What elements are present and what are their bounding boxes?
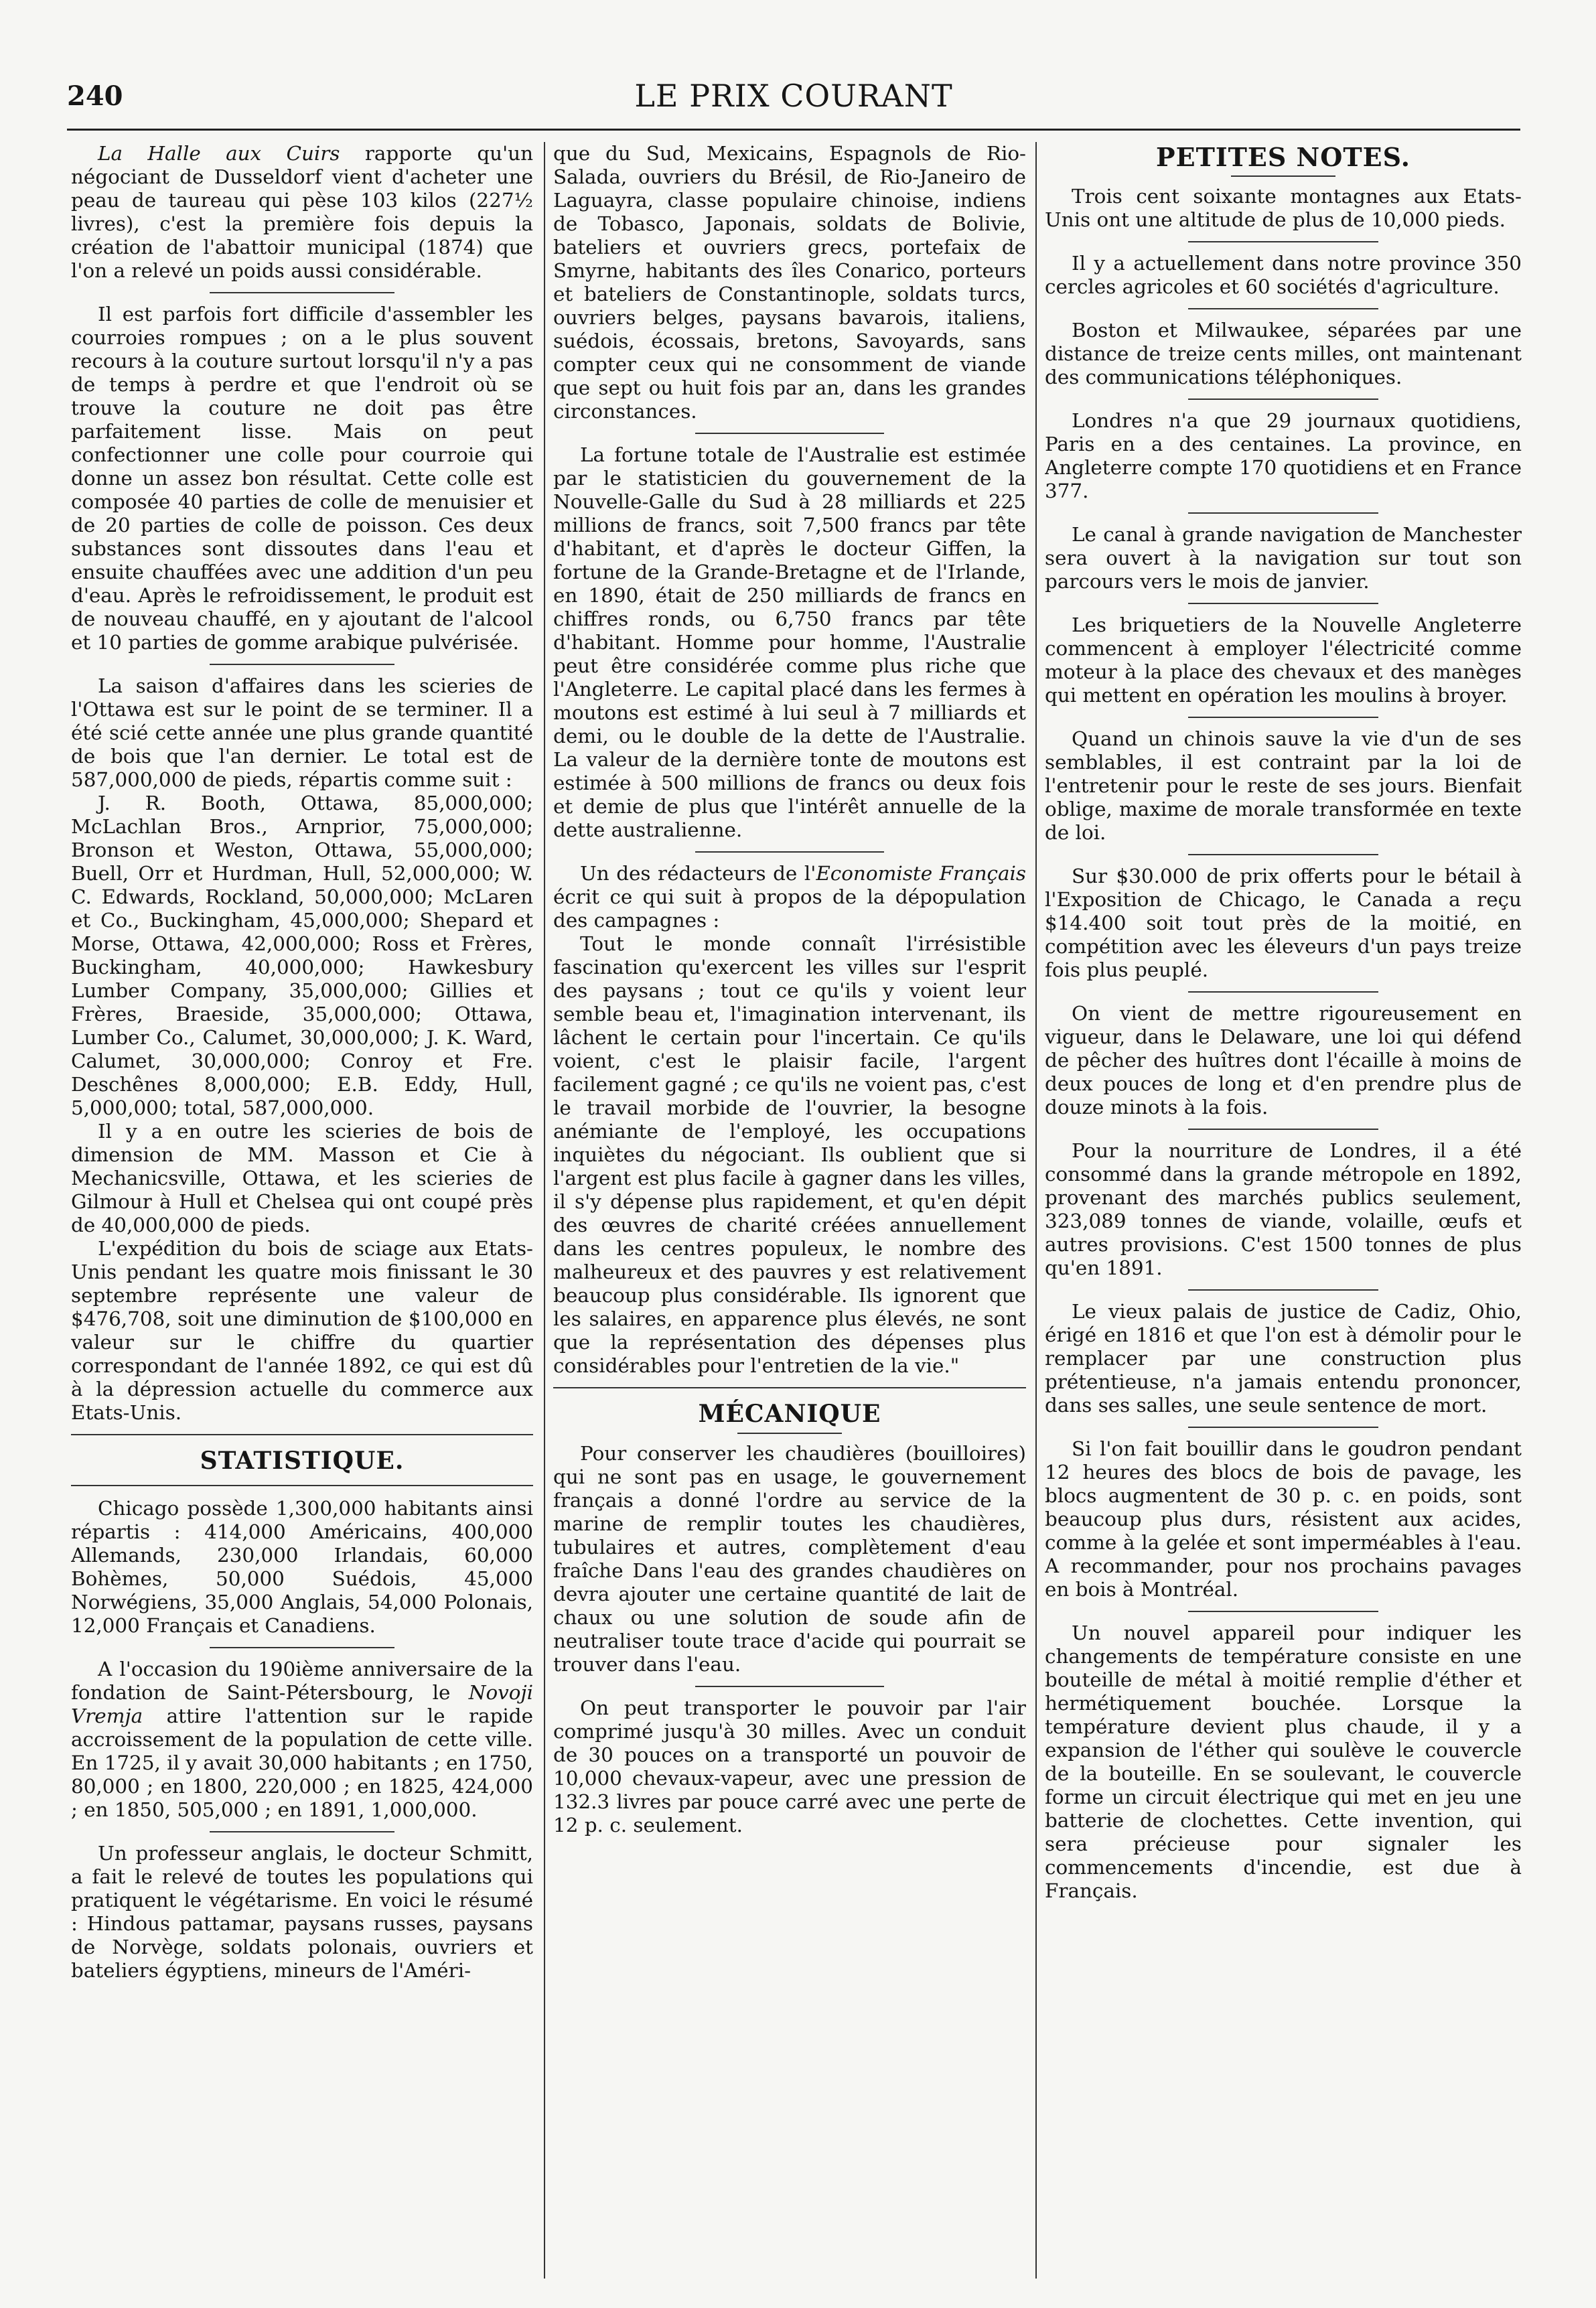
separator xyxy=(1188,717,1379,718)
article-vegetarisme-cont: que du Sud, Mexicains, Espagnols de Rio-Salada, ouvriers du Brésil, de Rio-Janeiro de Laguayra, classe populaire chinoise, indiens de Tobasco, Japonais, soldats de Bolivie, bateliers et ouvriers grecs, portefaix de Smyrne, habitants des îles Conarico, porteurs et bateliers de Constantinople, soldats turcs, ouvriers belges, paysans bavarois, italiens, suédois, écossais, bretons, Savoyards, sans compter ceux qui ne consomment de viande que sept ou huit fois par an, dans les grandes circonstances. xyxy=(553,142,1026,423)
separator xyxy=(1188,512,1379,514)
note-palais-cadiz: Le vieux palais de justice de Cadiz, Ohio, érigé en 1816 et que l'on est à démolir pour le remplacer par une construction plus prétentieuse, n'a jamais entendu prononcer, dans ses salles, une seule sentence de mort. xyxy=(1045,1300,1522,1417)
separator xyxy=(695,1686,884,1687)
separator xyxy=(695,433,884,434)
separator xyxy=(1188,991,1379,993)
note-exposition-chicago: Sur $30.000 de prix offerts pour le bétail à l'Exposition de Chicago, le Canada a reçu $14.400 soit tout près de la moitié, en compétition avec les éleveurs d'un pays treize fois plus peuplé. xyxy=(1045,865,1522,981)
article-economiste-intro: Un des rédacteurs de l'Economiste Français écrit ce qui suit à propos de la dépopulation des campagnes : xyxy=(553,862,1026,932)
separator xyxy=(1188,1427,1379,1428)
note-nourriture-londres: Pour la nourriture de Londres, il a été consommé dans la grande métropole en 1892, provenant des marchés publics seulement, 323,089 tonnes de viande, volaille, œufs et autres provisions. C'est 1500 tonnes de plus qu'en 1891. xyxy=(1045,1139,1522,1279)
section-rule xyxy=(71,1485,533,1486)
column-2 xyxy=(553,142,1026,2279)
section-rule xyxy=(553,1387,1026,1388)
heading-statistique: STATISTIQUE. xyxy=(200,1447,405,1475)
running-title: LE PRIX COURANT xyxy=(634,78,953,114)
separator xyxy=(210,664,394,665)
note-blocs-goudron: Si l'on fait bouillir dans le goudron pendant 12 heures des blocs de bois de pavage, les blocs augmentent de 30 p. c. en poids, sont beaucoup plus durs, résistent aux acides, comme à la gelée et sont imperméables à l'eau. A recommander, pour nos prochains pavages en bois à Montréal. xyxy=(1045,1437,1522,1601)
separator xyxy=(210,292,394,293)
note-delaware-huitres: On vient de mettre rigoureusement en vigueur, dans le Delaware, une loi qui défend de pêcher des huîtres dont l'écaille à moins de deux pouces de long et d'en prendre plus de douze minots à la fois. xyxy=(1045,1002,1522,1119)
article-air-comprime: On peut transporter le pouvoir par l'air comprimé jusqu'à 30 milles. Avec un conduit de 30 pouces on a transporté un pouvoir de 10,000 chevaux-vapeur, avec une pression de 132.3 livres par pouce carré avec une perte de 12 p. c. seulement. xyxy=(553,1697,1026,1836)
page-header xyxy=(67,74,1520,121)
separator xyxy=(1188,399,1379,400)
article-depopulation: Tout le monde connaît l'irrésistible fascination qu'exercent les villes sur l'esprit des paysans ; tout ce qu'ils y voient leur semble beau et, l'imagination intervenant, ils lâchent le certain pour l'incertain. Ce qu'ils voient, c'est le plaisir facile, l'argent facilement gagné ; ce qu'ils ne voient pas, c'est le travail morbide de l'ouvrier, la besogne anémiante de l'employé, les occupations inquiètes du négociant. Ils oublient que si l'argent est plus facile à gagner dans les villes, il s'y dépense plus rapidement, et qu'en dépit des œuvres de charité créées annuellement dans les centres populeux, le nombre des malheureux et des pauvres y est relativement beaucoup plus considérable. Ils ignorent que les salaires, en apparence plus élevés, ne sont que la représentation des dépenses plus considérables pour l'entretien de la vie." xyxy=(553,932,1026,1377)
article-chicago: Chicago possède 1,300,000 habitants ainsi répartis : 414,000 Américains, 400,000 Allemands, 230,000 Irlandais, 60,000 Bohèmes, 50,000 Suédois, 45,000 Norwégiens, 35,000 Anglais, 54,000 Polonais, 12,000 Français et Canadiens. xyxy=(71,1497,533,1637)
note-appareil-temperature: Un nouvel appareil pour indiquer les changements de température consiste en une bouteille de métal à moitié remplie d'éther et hermétiquement bouchée. Lorsque la température devient plus chaude, il y a expansion de l'éther qui soulève le couvercle de la bouteille. En se soulevant, le couvercle forme un circuit électrique qui met en jeu une batterie de clochettes. Cette invention, qui sera précieuse pour signaler les commencements d'incendie, est due à Français. xyxy=(1045,1621,1522,1902)
heading-petites-notes: PETITES NOTES. xyxy=(1156,142,1410,172)
note-canal-manchester: Le canal à grande navigation de Manchester sera ouvert à la navigation sur tout son parcours vers le mois de janvier. xyxy=(1045,523,1522,593)
article-scieries-list: J. R. Booth, Ottawa, 85,000,000; McLachlan Bros., Arnprior, 75,000,000; Bronson et Weston, Ottawa, 55,000,000; Buell, Orr et Hurdman, Hull, 52,000,000; W. C. Edwards, Rockland, 50,000,000; McLaren et Co., Buckingham, 45,000,000; Shepard et Morse, Ottawa, 42,000,000; Ross et Frères, Buckingham, 40,000,000; Hawkesbury Lumber Company, 35,000,000; Gillies et Frères, Braeside, 35,000,000; Ottawa, Lumber Co., Calumet, 30,000,000; J. K. Ward, Calumet, 30,000,000; Conroy et Fre. Deschênes 8,000,000; E.B. Eddy, Hull, 5,000,000; total, 587,000,000. xyxy=(71,792,533,1119)
separator xyxy=(210,1831,394,1832)
article-chaudieres: Pour conserver les chaudières (bouilloires) qui ne sont pas en usage, le gouvernement français a donné l'ordre au service de la marine de remplir toutes les chaudières, tubulaires et autres, complètement d'eau fraîche Dans l'eau des grandes chaudières on devra ajouter une certaine quantité de lait de chaux ou une solution de soude afin de neutraliser toute trace d'acide qui pourrait se trouver dans l'eau. xyxy=(553,1442,1026,1676)
column-divider-2 xyxy=(1035,142,1037,2279)
separator xyxy=(1188,603,1379,604)
article-fortune-australie: La fortune totale de l'Australie est estimée par le statisticien du gouvernement de la Nouvelle-Galle du Sud à 28 milliards et 225 millions de francs, soit 7,500 francs par tête d'habitant, et d'après le docteur Giffen, la fortune de la Grande-Bretagne et de l'Irlande, en 1890, était de 250 milliards de francs en chiffres ronds, ou 6,750 francs par tête d'habitant. Homme pour homme, l'Australie peut être considérée comme plus riche que l'Angleterre. Le capital placé dans les fermes à moutons est estimé à lui seul à 7 milliards et demi, ou le double de la dette de l'Australie. La valeur de la dernière tonte de moutons est estimée à 500 millions de francs ou deux fois et demie de plus que l'intérêt annuelle de la dette australienne. xyxy=(553,443,1026,841)
separator xyxy=(1188,241,1379,242)
separator xyxy=(210,1647,394,1648)
article-halle-aux-cuirs: La Halle aux Cuirs rapporte qu'un négociant de Dusseldorf vient d'acheter une peau de taureau qui pèse 103 kilos (227½ livres), c'est la première fois depuis la création de l'abattoir municipal (1874) que l'on a relevé un poids aussi considérable. xyxy=(71,142,533,282)
note-cercles-agricoles: Il y a actuellement dans notre province 350 cercles agricoles et 60 sociétés d'agriculture. xyxy=(1045,252,1522,298)
heading-underline xyxy=(1231,175,1336,177)
separator xyxy=(1188,1611,1379,1612)
separator xyxy=(1188,1289,1379,1291)
article-expedition-bois: L'expédition du bois de sciage aux Etats-Unis pendant les quatre mois finissant le 30 septembre représente une valeur de $476,708, soit une diminution de $100,000 en valeur sur le chiffre du quartier correspondant de l'année 1892, ce qui est dû à la dépression actuelle du commerce aux Etats-Unis. xyxy=(71,1237,533,1424)
article-scieries-ottawa: La saison d'affaires dans les scieries de l'Ottawa est sur le point de se terminer. Il a été scié cette année une plus grande quantité de bois que l'an dernier. Le total est de 587,000,000 de pieds, répartis comme suit : xyxy=(71,674,533,791)
separator xyxy=(1188,1129,1379,1130)
separator xyxy=(1188,308,1379,309)
header-rule xyxy=(67,129,1520,131)
note-journaux: Londres n'a que 29 journaux quotidiens, Paris en a des centaines. La province, en Angleterre compte 170 quotidiens et en France 377. xyxy=(1045,409,1522,502)
column-3 xyxy=(1045,142,1522,2279)
note-briquetiers: Les briquetiers de la Nouvelle Angleterre commencent à employer l'électricité comme moteur à la place des chevaux et des manèges qui mettent en opération les moulins à broyer. xyxy=(1045,614,1522,707)
article-scieries-masson: Il y a en outre les scieries de bois de dimension de MM. Masson et Cie à Mechanicsville, Ottawa, et les scieries de Gilmour à Hull et Chelsea qui ont coupé près de 40,000,000 de pieds. xyxy=(71,1120,533,1236)
page-number: 240 xyxy=(67,80,123,112)
column-divider-1 xyxy=(544,142,545,2279)
section-rule xyxy=(71,1434,533,1435)
heading-mecanique: MÉCANIQUE xyxy=(698,1400,881,1428)
note-boston-milwaukee: Boston et Milwaukee, séparées par une distance de treize cents milles, ont maintenant des communications téléphoniques. xyxy=(1045,319,1522,388)
separator xyxy=(1188,854,1379,855)
note-montagnes: Trois cent soixante montagnes aux Etats-Unis ont une altitude de plus de 10,000 pieds. xyxy=(1045,185,1522,231)
column-1 xyxy=(71,142,533,2279)
note-chinois: Quand un chinois sauve la vie d'un de ses semblables, il est contraint par la loi de l'entretenir pour le reste de ses jours. Bienfait oblige, maxime de morale transformée en texte de loi. xyxy=(1045,727,1522,844)
article-vegetarisme: Un professeur anglais, le docteur Schmitt, a fait le relevé de toutes les populations qui pratiquent le végétarisme. En voici le résumé : Hindous pattamar, paysans russes, paysans de Norvège, soldats polonais, ouvriers et bateliers égyptiens, mineurs de l'Améri- xyxy=(71,1842,533,1982)
article-courroies: Il est parfois fort difficile d'assembler les courroies rompues ; on a le plus souvent recours à la couture surtout lorsqu'il n'y a pas de temps à perdre et que l'endroit où se trouve la couture ne doit pas être parfaitement lisse. Mais on peut confectionner une colle pour courroie qui donne un assez bon résultat. Cette colle est composée 40 parties de colle de menuisier et de 20 parties de colle de poisson. Ces deux substances sont dissoutes dans l'eau et ensuite chauffées avec une addition d'un peu d'eau. Après le refroidissement, le produit est de nouveau chauffé, en y ajoutant de l'alcool et 10 parties de gomme arabique pulvérisée. xyxy=(71,303,533,654)
separator xyxy=(695,851,884,853)
heading-underline xyxy=(737,1433,841,1434)
article-saint-petersbourg: A l'occasion du 190ième anniversaire de la fondation de Saint-Pétersbourg, le Novoji Vremja attire l'attention sur le rapide accroissement de la population de cette ville. En 1725, il y avait 30,000 habitants ; en 1750, 80,000 ; en 1800, 220,000 ; en 1825, 424,000 ; en 1850, 505,000 ; en 1891, 1,000,000. xyxy=(71,1658,533,1821)
